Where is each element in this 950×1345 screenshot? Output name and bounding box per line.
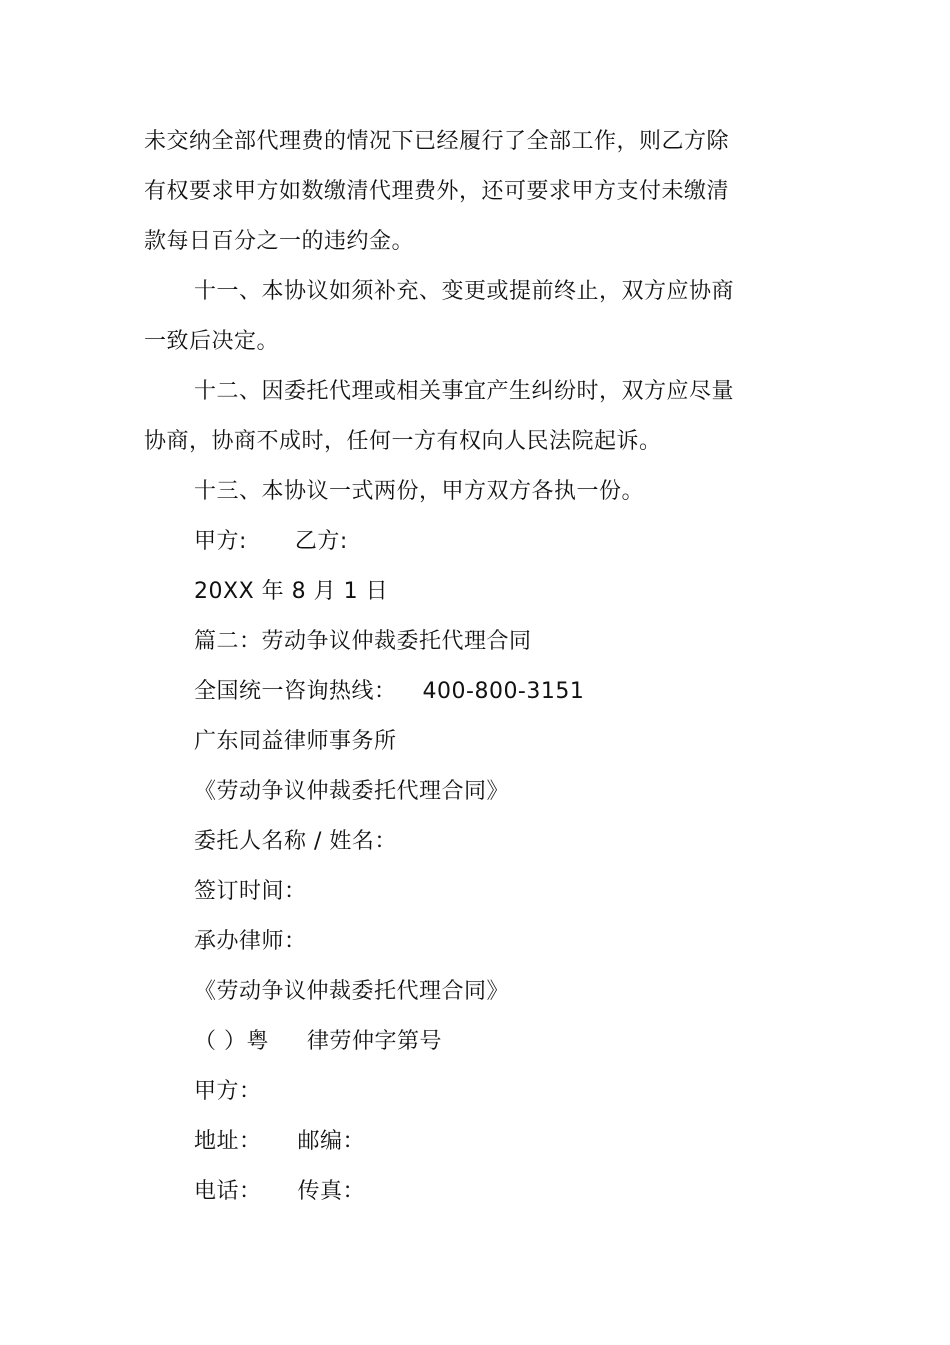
clause-13: 十三、本协议一式两份，甲方双方各执一份。 xyxy=(194,479,645,504)
postcode-label: 邮编： xyxy=(297,1129,366,1154)
date: 20XX 年 8 月 1 日 xyxy=(194,579,389,604)
case-number-suffix: 律劳仲字第号 xyxy=(307,1029,443,1054)
signature-line xyxy=(194,527,348,557)
sign-time-label: 签订时间： xyxy=(194,879,307,904)
paragraph-line: 有权要求甲方如数缴清代理费外，还可要求甲方支付未缴清 xyxy=(144,179,730,204)
address-line xyxy=(194,1127,365,1157)
firm-name: 广东同益律师事务所 xyxy=(194,729,397,754)
hotline-label: 全国统一咨询热线： xyxy=(194,679,397,704)
clause-11-line: 十一、本协议如须补充、变更或提前终止，双方应协商 xyxy=(194,279,735,304)
address-label: 地址： xyxy=(194,1129,262,1154)
paragraph-line: 款每日百分之一的违约金。 xyxy=(144,229,415,254)
lawyer-label: 承办律师： xyxy=(194,929,307,954)
clause-12-line: 协商，协商不成时，任何一方有权向人民法院起诉。 xyxy=(144,429,662,454)
case-number-line xyxy=(194,1027,442,1057)
client-name-label: 委托人名称 / 姓名： xyxy=(194,829,397,854)
contract-title: 《劳动争议仲裁委托代理合同》 xyxy=(194,979,510,1004)
party-a-sign: 甲方: xyxy=(194,529,247,554)
party-a-label: 甲方： xyxy=(194,1079,262,1104)
clause-11-line: 一致后决定。 xyxy=(144,329,280,354)
section2-title: 篇二：劳动争议仲裁委托代理合同 xyxy=(194,629,532,654)
paragraph-line: 未交纳全部代理费的情况下已经履行了全部工作，则乙方除 xyxy=(144,129,730,154)
hotline-line xyxy=(194,677,584,707)
phone-label: 电话： xyxy=(194,1179,262,1204)
party-b-sign: 乙方: xyxy=(294,529,348,554)
phone-line xyxy=(194,1177,365,1207)
hotline-number: 400-800-3151 xyxy=(422,679,585,704)
case-number-prefix: （ ）粤 xyxy=(194,1029,269,1054)
clause-12-line: 十二、因委托代理或相关事宜产生纠纷时，双方应尽量 xyxy=(194,379,735,404)
contract-title: 《劳动争议仲裁委托代理合同》 xyxy=(194,779,510,804)
fax-label: 传真： xyxy=(297,1179,366,1204)
